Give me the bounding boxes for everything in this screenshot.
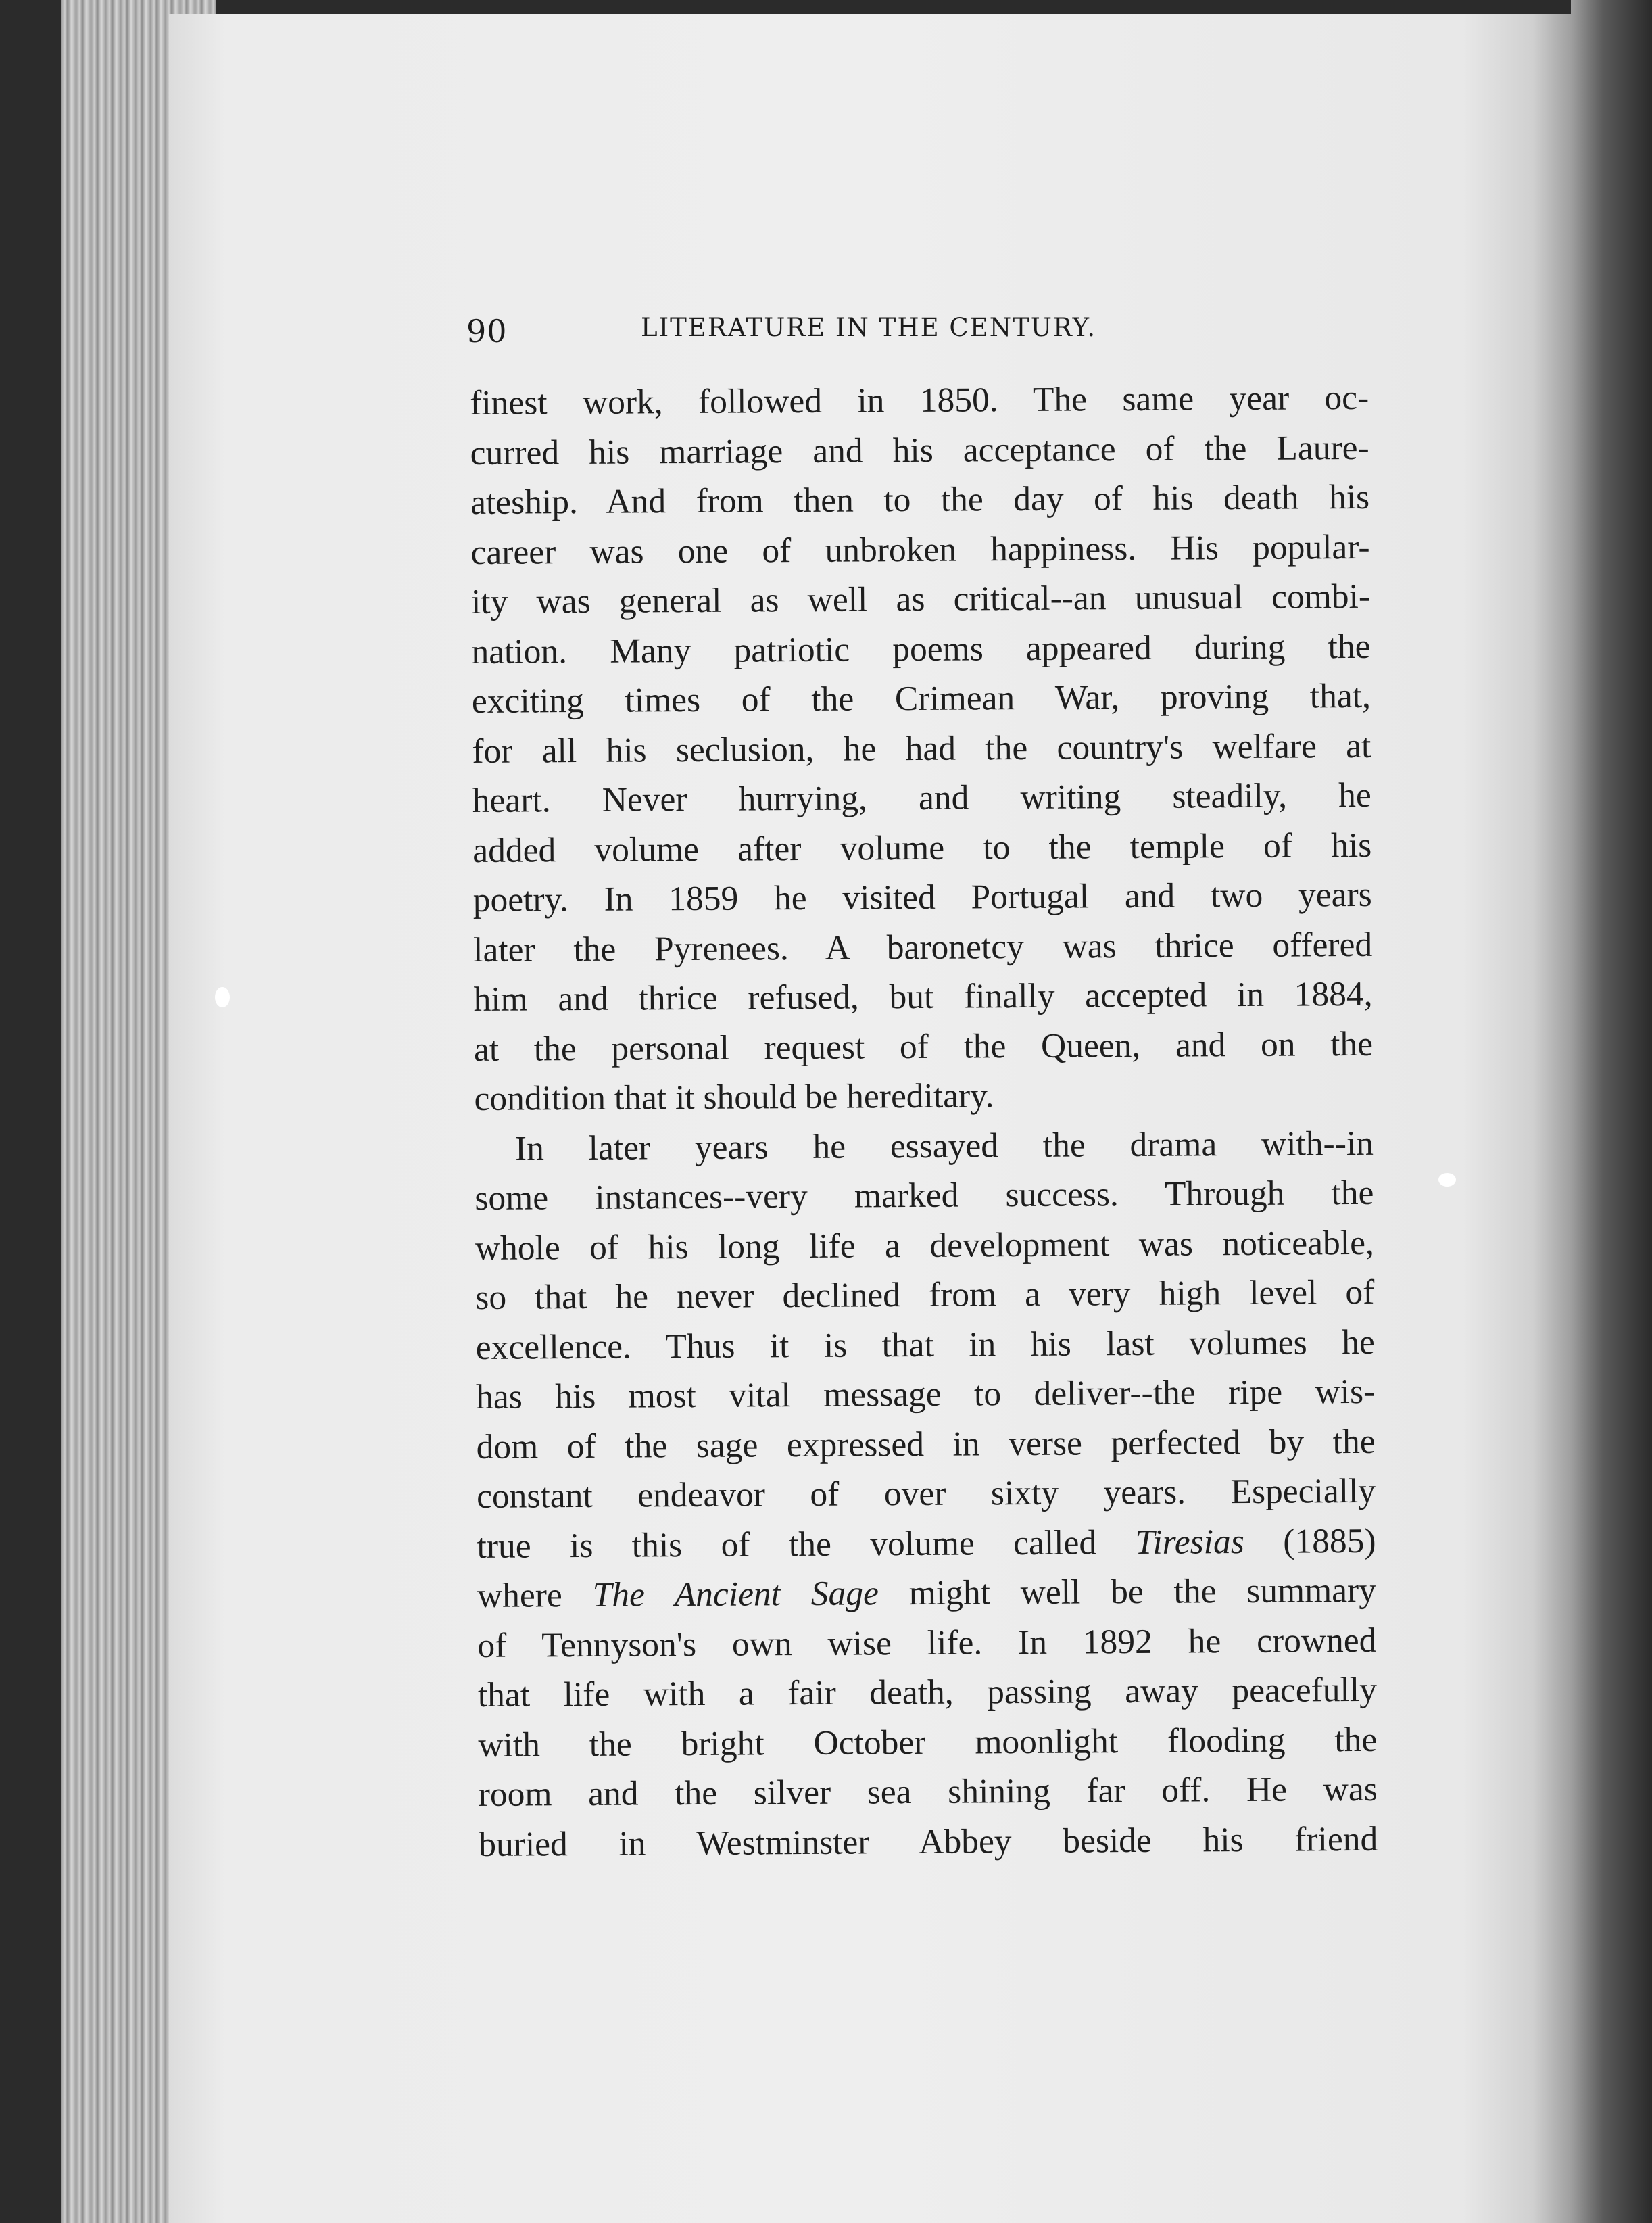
text-fragment: where	[477, 1575, 593, 1615]
text-line: constant endeavor of over sixty years. Especially	[476, 1471, 1376, 1516]
text-line: added volume after volume to the temple of his	[472, 826, 1372, 870]
text-line: curred his marriage and his acceptance of the Laure-	[470, 428, 1369, 473]
text-line: some instances--very marked success. Through the	[475, 1173, 1374, 1218]
scan-speck	[1438, 1173, 1456, 1187]
text-fragment: (1885)	[1244, 1521, 1376, 1561]
text-line-tiresias	[477, 1516, 1376, 1571]
text-line: with the bright October moonlight flooding the	[478, 1720, 1378, 1765]
italic-title-tiresias: Tiresias	[1135, 1522, 1244, 1562]
text-line: dom of the sage expressed in verse perfected by the	[476, 1422, 1376, 1466]
text-line: so that he never declined from a very high level of	[475, 1272, 1375, 1317]
text-line: has his most vital message to deliver--the ripe wis-	[476, 1372, 1376, 1416]
text-line: ateship. And from then to the day of his death his	[470, 477, 1370, 522]
text-line: condition that it should be hereditary.	[474, 1076, 994, 1118]
text-line: him and thrice refused, but finally accepted in 1884,	[473, 974, 1373, 1019]
paragraph-2	[475, 1118, 1378, 1869]
running-head: LITERATURE IN THE CENTURY.	[641, 313, 1097, 342]
text-fragment: true is this of the volume called	[477, 1523, 1136, 1566]
page-header	[466, 308, 1183, 362]
text-line: finest work, followed in 1850. The same year oc-	[470, 378, 1369, 423]
text-line: career was one of unbroken happiness. His popular-	[470, 527, 1370, 572]
text-line: buried in Westminster Abbey beside his friend	[479, 1819, 1378, 1864]
text-line: that life with a fair death, passing away peacefully	[477, 1670, 1378, 1715]
text-line: at the personal request of the Queen, and on the	[473, 1024, 1374, 1069]
text-line: of Tennyson's own wise life. In 1892 he crowned	[477, 1621, 1377, 1665]
text-line: nation. Many patriotic poems appeared during the	[471, 627, 1371, 671]
text-line: whole of his long life a development was noticeable,	[475, 1223, 1375, 1268]
italic-title-ancient-sage: The Ancient Sage	[592, 1574, 879, 1615]
text-line-ancient-sage	[477, 1566, 1376, 1621]
binding-shadow	[1571, 0, 1652, 2223]
text-fragment: might well be the summary	[878, 1571, 1377, 1613]
body-text	[470, 373, 1378, 1869]
text-line: later the Pyrenees. A baronetcy was thrice offered	[472, 925, 1373, 970]
scan-speck	[215, 987, 230, 1007]
text-line: for all his seclusion, he had the country's welfare at	[472, 726, 1371, 771]
page-number: 90	[466, 313, 508, 350]
text-line: In later years he essayed the drama with--in	[514, 1124, 1374, 1168]
text-line: ity was general as well as critical--an unusual combi-	[470, 577, 1371, 621]
text-line: exciting times of the Crimean War, proving that,	[471, 676, 1371, 721]
text-line: excellence. Thus it is that in his last volumes he	[475, 1322, 1375, 1367]
text-line: poetry. In 1859 he visited Portugal and two years	[472, 875, 1372, 919]
text-line: heart. Never hurrying, and writing steadily, he	[472, 775, 1371, 820]
paragraph-1	[470, 373, 1374, 1124]
text-line: room and the silver sea shining far off. He was	[478, 1769, 1378, 1814]
